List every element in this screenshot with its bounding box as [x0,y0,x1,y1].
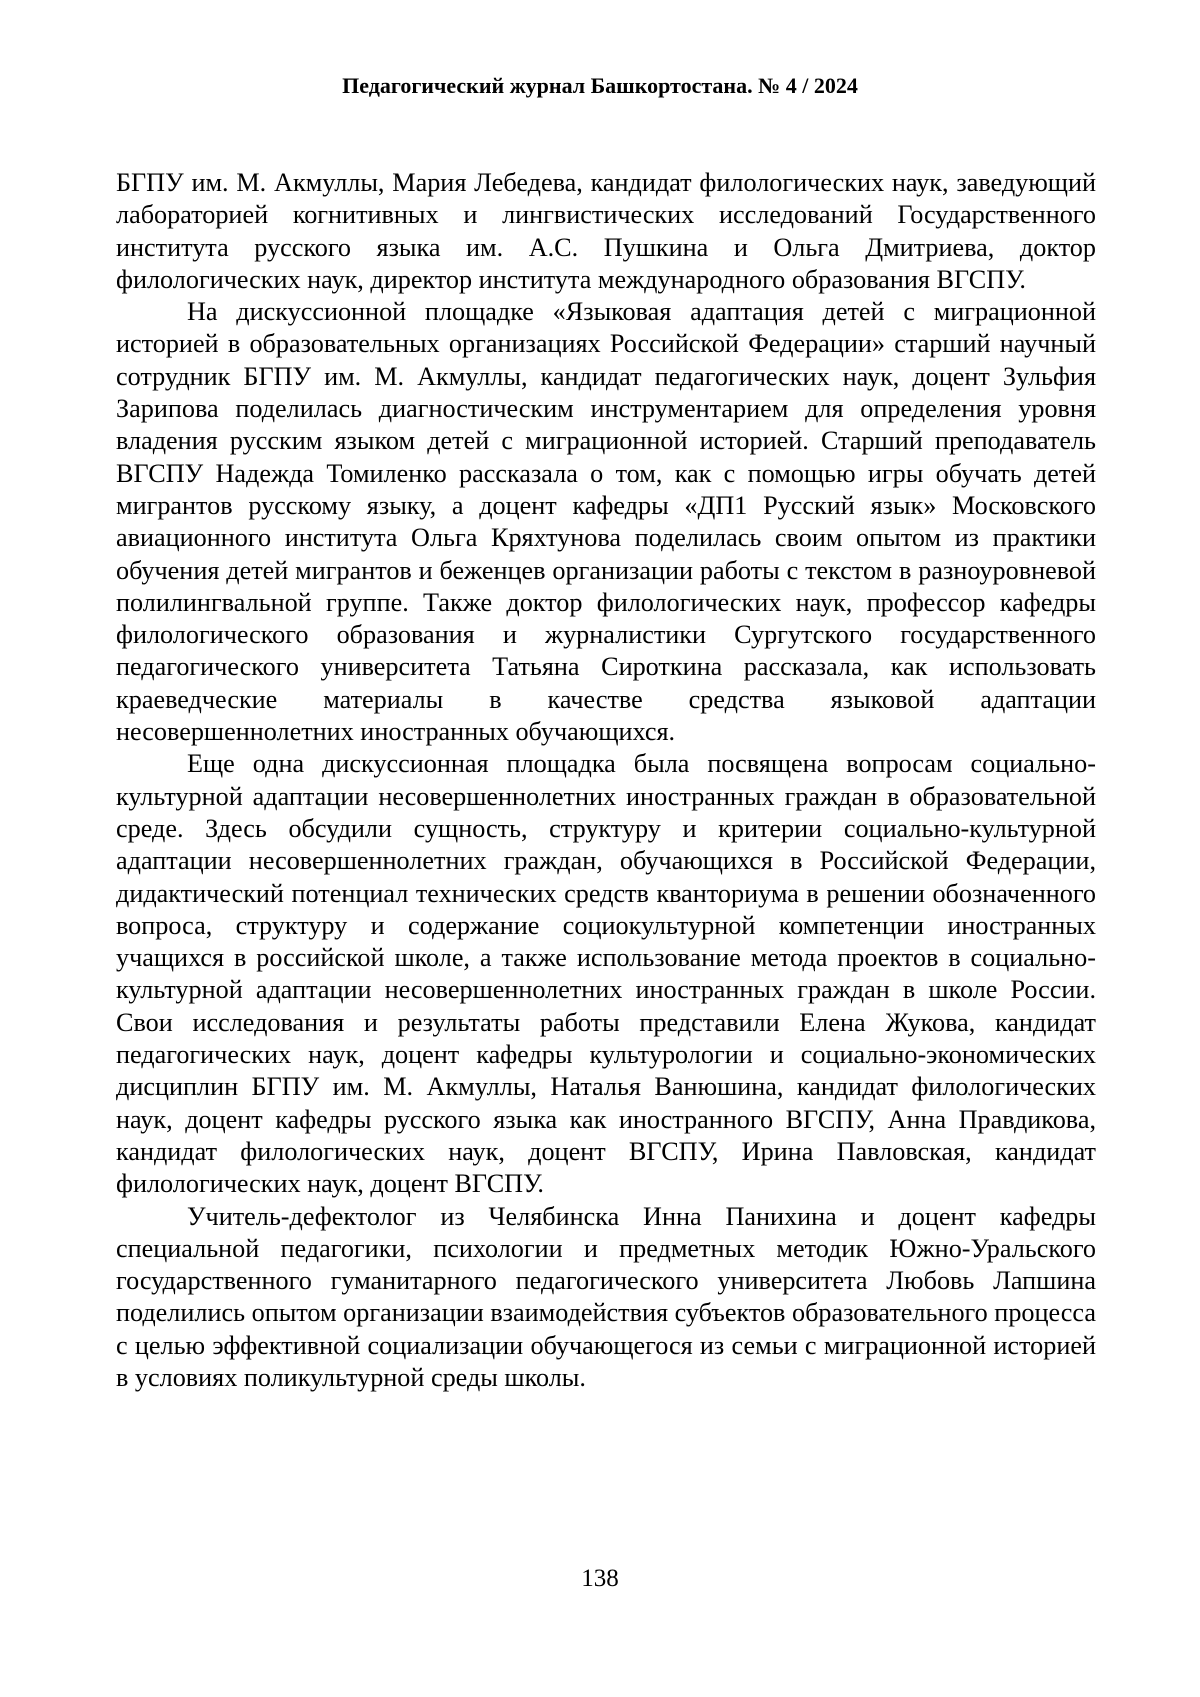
paragraph-language-adaptation: На дискуссионной площадке «Языковая адаптация детей с миграционной историей в образовательных организациях Российской Федерации» старший научный сотрудник БГПУ им. М. Акмуллы, кандидат педагогических наук, доцент Зульфия Зарипова поделилась диагностическим инструментарием для определения уровня владения русским языком детей с миграционной историей. Старший преподаватель ВГСПУ Надежда Томиленко рассказала о том, как с помощью игры обучать детей мигрантов русскому языку, а доцент кафедры «ДП1 Русский язык» Московского авиационного института Ольга Кряхтунова поделилась своим опытом из практики обучения детей мигрантов и беженцев организации работы с текстом в разноуровневой полилингвальной группе. Также доктор филологических наук, профессор кафедры филологического образования и журналистики Сургутского государственного педагогического университета Татьяна Сироткина рассказала, как использовать краеведческие материалы в качестве средства языковой адаптации несовершеннолетних иностранных обучающихся. [116,297,1096,747]
article-body [116,167,1096,1394]
page-number: 138 [581,1565,619,1592]
paragraph-sociocultural-adaptation: Еще одна дискуссионная площадка была посвящена вопросам социально-культурной адаптации несовершеннолетних иностранных граждан в образовательной среде. Здесь обсудили сущность, структуру и критерии социально-культурной адаптации несовершеннолетних граждан, обучающихся в Российской Федерации, дидактический потенциал технических средств кванториума в решении обозначенного вопроса, структуру и содержание социокультурной компетенции иностранных учащихся в российской школе, а также использование метода проектов в социально-культурной адаптации несовершеннолетних иностранных граждан в школе России. Свои исследования и результаты работы представили Елена Жукова, кандидат педагогических наук, доцент кафедры культурологии и социально-экономических дисциплин БГПУ им. М. Акмуллы, Наталья Ванюшина, кандидат филологических наук, доцент кафедры русского языка как иностранного ВГСПУ, Анна Правдикова, кандидат филологических наук, доцент ВГСПУ, Ирина Павловская, кандидат филологических наук, доцент ВГСПУ. [116,749,1096,1199]
journal-running-header: Педагогический журнал Башкортостана. № 4 / 2024 [342,73,858,98]
paragraph-continuation: БГПУ им. М. Акмуллы, Мария Лебедева, кандидат филологических наук, заведующий лабораторией когнитивных и лингвистических исследований Государственного института русского языка им. А.С. Пушкина и Ольга Дмитриева, доктор филологических наук, директор института международного образования ВГСПУ. [116,168,1096,294]
paragraph-socialization-experience: Учитель-дефектолог из Челябинска Инна Панихина и доцент кафедры специальной педагогики, психологии и предметных методик Южно-Уральского государственного гуманитарного педагогического университета Любовь Лапшина поделились опытом организации взаимодействия субъектов образовательного процесса с целью эффективной социализации обучающегося из семьи с миграционной историей в условиях поликультурной среды школы. [116,1201,1096,1392]
